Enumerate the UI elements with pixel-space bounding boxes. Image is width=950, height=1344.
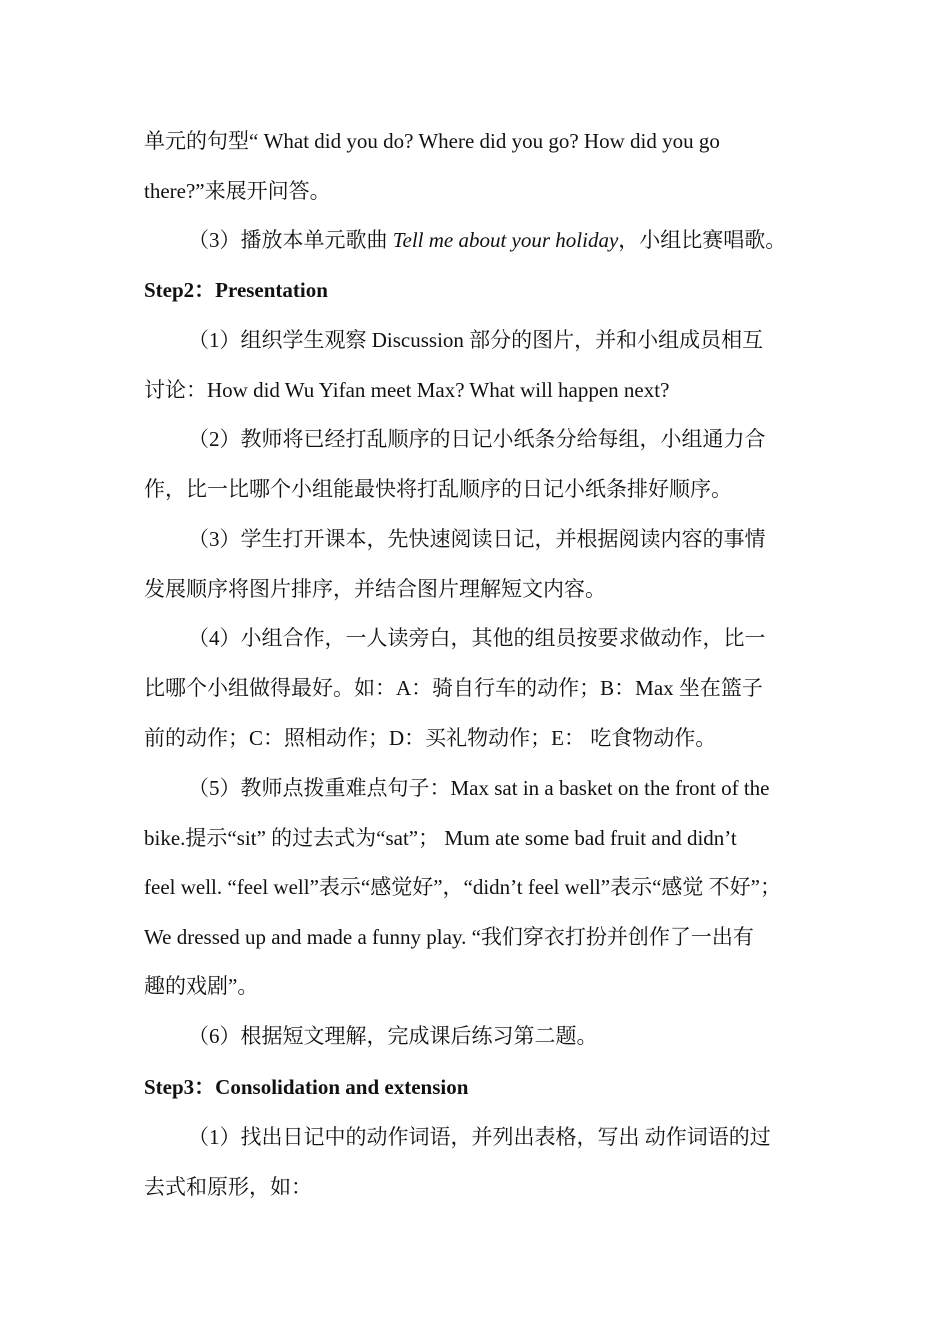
paragraph-line: （2）教师将已经打乱顺序的日记小纸条分给每组，小组通力合 bbox=[188, 427, 766, 451]
section-heading: Step3：Consolidation and extension bbox=[144, 1075, 469, 1099]
paragraph-line: feel well. “feel well”表示“感觉好”，“didn’t feel well”表示“感觉 不好”； bbox=[144, 875, 781, 899]
song-title: Tell me about your holiday bbox=[392, 228, 619, 252]
paragraph-line: （5）教师点拨重难点句子：Max sat in a basket on the front of the bbox=[188, 776, 770, 800]
paragraph-line: （1）找出日记中的动作词语，并列出表格，写出 动作词语的过 bbox=[188, 1125, 771, 1149]
paragraph-line: （6）根据短文理解，完成课后练习第二题。 bbox=[188, 1024, 598, 1048]
text-run: （3）播放本单元歌曲 bbox=[188, 228, 393, 252]
paragraph-line: 讨论：How did Wu Yifan meet Max? What will happen next? bbox=[144, 378, 670, 402]
paragraph-line: （4）小组合作，一人读旁白，其他的组员按要求做动作，比一 bbox=[188, 626, 766, 650]
paragraph-line: 去式和原形，如： bbox=[144, 1175, 312, 1199]
paragraph-line: 趣的戏剧”。 bbox=[144, 974, 259, 998]
paragraph-line: 作，比一比哪个小组能最快将打乱顺序的日记小纸条排好顺序。 bbox=[144, 477, 732, 501]
paragraph-line: We dressed up and made a funny play. “我们穿衣打扮并创作了一出有 bbox=[144, 925, 754, 949]
paragraph-line: （1）组织学生观察 Discussion 部分的图片，并和小组成员相互 bbox=[188, 328, 764, 352]
paragraph-line: bike.提示“sit” 的过去式为“sat”； Mum ate some bad fruit and didn’t bbox=[144, 826, 737, 850]
paragraph-line: 发展顺序将图片排序，并结合图片理解短文内容。 bbox=[144, 577, 606, 601]
paragraph-line: 单元的句型“ What did you do? Where did you go? How did you go bbox=[144, 129, 720, 153]
paragraph-line: 前的动作；C：照相动作；D：买礼物动作；E： 吃食物动作。 bbox=[144, 726, 717, 750]
section-heading: Step2：Presentation bbox=[144, 278, 328, 302]
paragraph-line: 比哪个小组做得最好。如：A：骑自行车的动作；B：Max 坐在篮子 bbox=[144, 676, 763, 700]
text-run: ，小组比赛唱歌。 bbox=[618, 228, 787, 252]
paragraph-line: （3）学生打开课本，先快速阅读日记，并根据阅读内容的事情 bbox=[188, 527, 766, 551]
paragraph-line: there?”来展开问答。 bbox=[144, 179, 331, 203]
paragraph-line bbox=[188, 225, 786, 255]
